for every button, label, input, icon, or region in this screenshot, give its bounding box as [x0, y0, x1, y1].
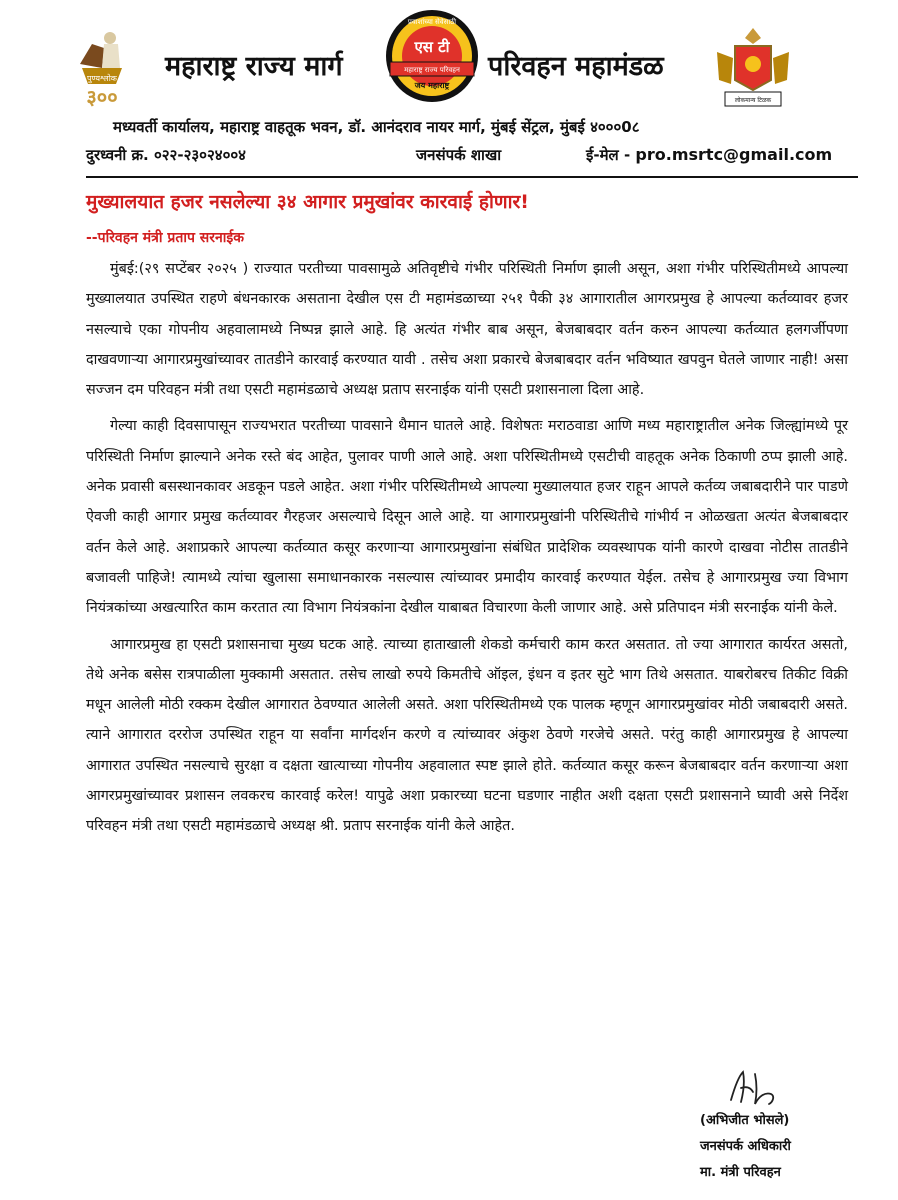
logo-left-caption: पुण्यश्लोक	[87, 74, 117, 83]
signatory-designation: जनसंपर्क अधिकारी	[700, 1139, 791, 1154]
org-name-right: परिवहन महामंडळ	[488, 51, 664, 82]
department-name: जनसंपर्क शाखा	[416, 146, 502, 164]
logo-right-caption: लोकमान्य टिळक	[734, 97, 772, 104]
logo-center-st-text: एस टी	[414, 38, 450, 56]
email-label: ई-मेल -	[586, 146, 631, 164]
email-block	[586, 145, 832, 165]
email-address[interactable]: pro.msrtc@gmail.com	[635, 145, 833, 164]
press-release-body	[86, 254, 848, 842]
paragraph-3: आगारप्रमुख हा एसटी प्रशासनाचा मुख्य घटक आहे. त्याच्या हाताखाली शेकडो कर्मचारी काम करत असतात. तो ज्या आगारात कार्यरत असतो, तेथे अनेक बसेस रात्रपाळीला मुक्कामी असतात. तसेच लाखो रुपये किमतीचे ऑइल, इंधन व इतर सुटे भाग तिथे असतात. याबरोबरच तिकीट विक्री मधून आलेली मोठी रक्कम देखील आगारात ठेवण्यात आलेली असते. अशा परिस्थितीमध्ये एक पालक म्हणून आगारप्रमुखांवर मोठी जबाबदारी असते. त्याने आगारात दररोज उपस्थित राहून या सर्वांना मार्गदर्शन करणे व त्यांच्यावर अंकुश ठेवणे गरजेचे असते. परंतु काही आगारप्रमुख हे आपल्या आगारात उपस्थित नसल्याचे सुरक्षा व दक्षता खात्याच्या गोपनीय अहवालात स्पष्ट झाले होते. कर्तव्यात कसूर करून बेजबाबदार वर्तन करणाऱ्या अशा आगरप्रमुखांच्यावर प्रशासन लवकरच कारवाई करेल! यापुढे अशा प्रकारच्या घटना घडणार नाहीत अशी दक्षता एसटी प्रशासनाने घ्यावी असे निर्देश परिवहन मंत्री तथा एसटी महामंडळाचे अध्यक्ष श्री. प्रताप सरनाईक यांनी केले आहेत.	[86, 636, 848, 835]
headline: मुख्यालयात हजर नसलेल्या ३४ आगार प्रमुखांवर कारवाई होणार!	[86, 191, 529, 213]
org-name-left: महाराष्ट्र राज्य मार्ग	[165, 51, 343, 82]
signatory-office: मा. मंत्री परिवहन	[700, 1165, 781, 1180]
paragraph-2: गेल्या काही दिवसापासून राज्यभरात परतीच्या पावसाने थैमान घातले आहे. विशेषतः मराठवाडा आणि मध्य महाराष्ट्रातील अनेक जिल्ह्यांमध्ये पूर परिस्थिती निर्माण झाल्याने अनेक रस्ते बंद आहेत, पुलावर पाणी आले आहे. अशा परिस्थितीमध्ये एसटीची वाहतूक अनेक ठिकाणी ठप्प झाली आहे. अनेक प्रवासी बसस्थानकावर अडकून पडले आहेत. अशा गंभीर परिस्थितीमध्ये आपल्या मुख्यालयात हजर राहून आपले कर्तव्य जबाबदारीने पार पाडणे ऐवजी काही आगार प्रमुख कर्तव्यावर गैरहजर असल्याचे दिसून आले आहे. या आगारप्रमुखांनी परिस्थितीचे गांभीर्य न ओळखता अत्यंत बेजबाबदार वर्तन केले आहे. अशाप्रकारे आपल्या कर्तव्यात कसूर करणाऱ्या आगारप्रमुखांना संबंधित प्रादेशिक व्यवस्थापक यांनी कारणे दाखवा नोटीस तातडीने बजावली पाहिजे! त्यामध्ये त्यांचा खुलासा समाधानकारक नसल्यास त्यांच्यावर प्रमादीय कारवाई करण्यात येईल. तसेच हे आगारप्रमुख ज्या विभाग नियंत्रकांच्या अखत्यारित काम करतात त्या विभाग नियंत्रकांना देखील याबाबत विचारणा केली जाणार आहे. असे प्रतिपादन मंत्री सरनाईक यांनी केले.	[86, 418, 848, 617]
logo-left-number: ३००	[86, 85, 118, 109]
msrtc-logo	[384, 8, 480, 104]
contact-row	[86, 145, 846, 167]
phone-number: दुरध्वनी क्र. ०२२-२३०२४००४	[86, 146, 246, 164]
punyashlok-300-logo	[72, 24, 132, 110]
header-divider	[86, 176, 858, 178]
logo-center-top-text: प्रवाशांच्या सेवेसाठी	[407, 18, 457, 26]
paragraph-1: मुंबई:(२९ सप्टेंबर २०२५ ) राज्यात परतीच्या पावसामुळे अतिवृष्टीचे गंभीर परिस्थिती निर्माण झाली असून, अशा गंभीर परिस्थितीमध्ये आपल्या मुख्यालयात उपस्थित राहणे बंधनकारक असताना देखील एस टी महामंडळाच्या २५१ पैकी ३४ आगारातील आगरप्रमुख हे आपल्या कर्तव्यावर हजर नसल्याचे एका गोपनीय अहवालामध्ये निष्पन्न झाले आहे. हि अत्यंत गंभीर बाब असून, बेजबाबदार वर्तन करुन आपल्या कर्तव्यात हलगर्जीपणा दाखवणाऱ्या आगारप्रमुखांच्यावर तातडीने कारवाई करण्यात यावी . तसेच अशा प्रकारचे बेजबाबदार वर्तन भविष्यात खपवुन घेतले जाणार नाही! असा सज्जन दम परिवहन मंत्री तथा एसटी महामंडळाचे अध्यक्ष प्रताप सरनाईक यांनी एसटी प्रशासनाला दिला आहे.	[86, 261, 848, 399]
logo-center-band-text: महाराष्ट्र राज्य परिवहन	[404, 66, 460, 74]
byline: --परिवहन मंत्री प्रताप सरनाईक	[86, 230, 244, 246]
letterhead	[0, 0, 898, 178]
signatory-name: (अभिजीत भोसले)	[700, 1113, 790, 1128]
state-emblem-logo	[707, 22, 799, 112]
logo-center-bottom-text: जय महाराष्ट्र	[414, 81, 450, 90]
signatory-block	[700, 1108, 791, 1186]
office-address: मध्यवर्ती कार्यालय, महाराष्ट्र वाहतूक भवन, डॉ. आनंदराव नायर मार्ग, मुंबई सेंट्रल, मुंबई ४०००0८	[113, 118, 640, 136]
handwritten-signature	[725, 1066, 785, 1110]
